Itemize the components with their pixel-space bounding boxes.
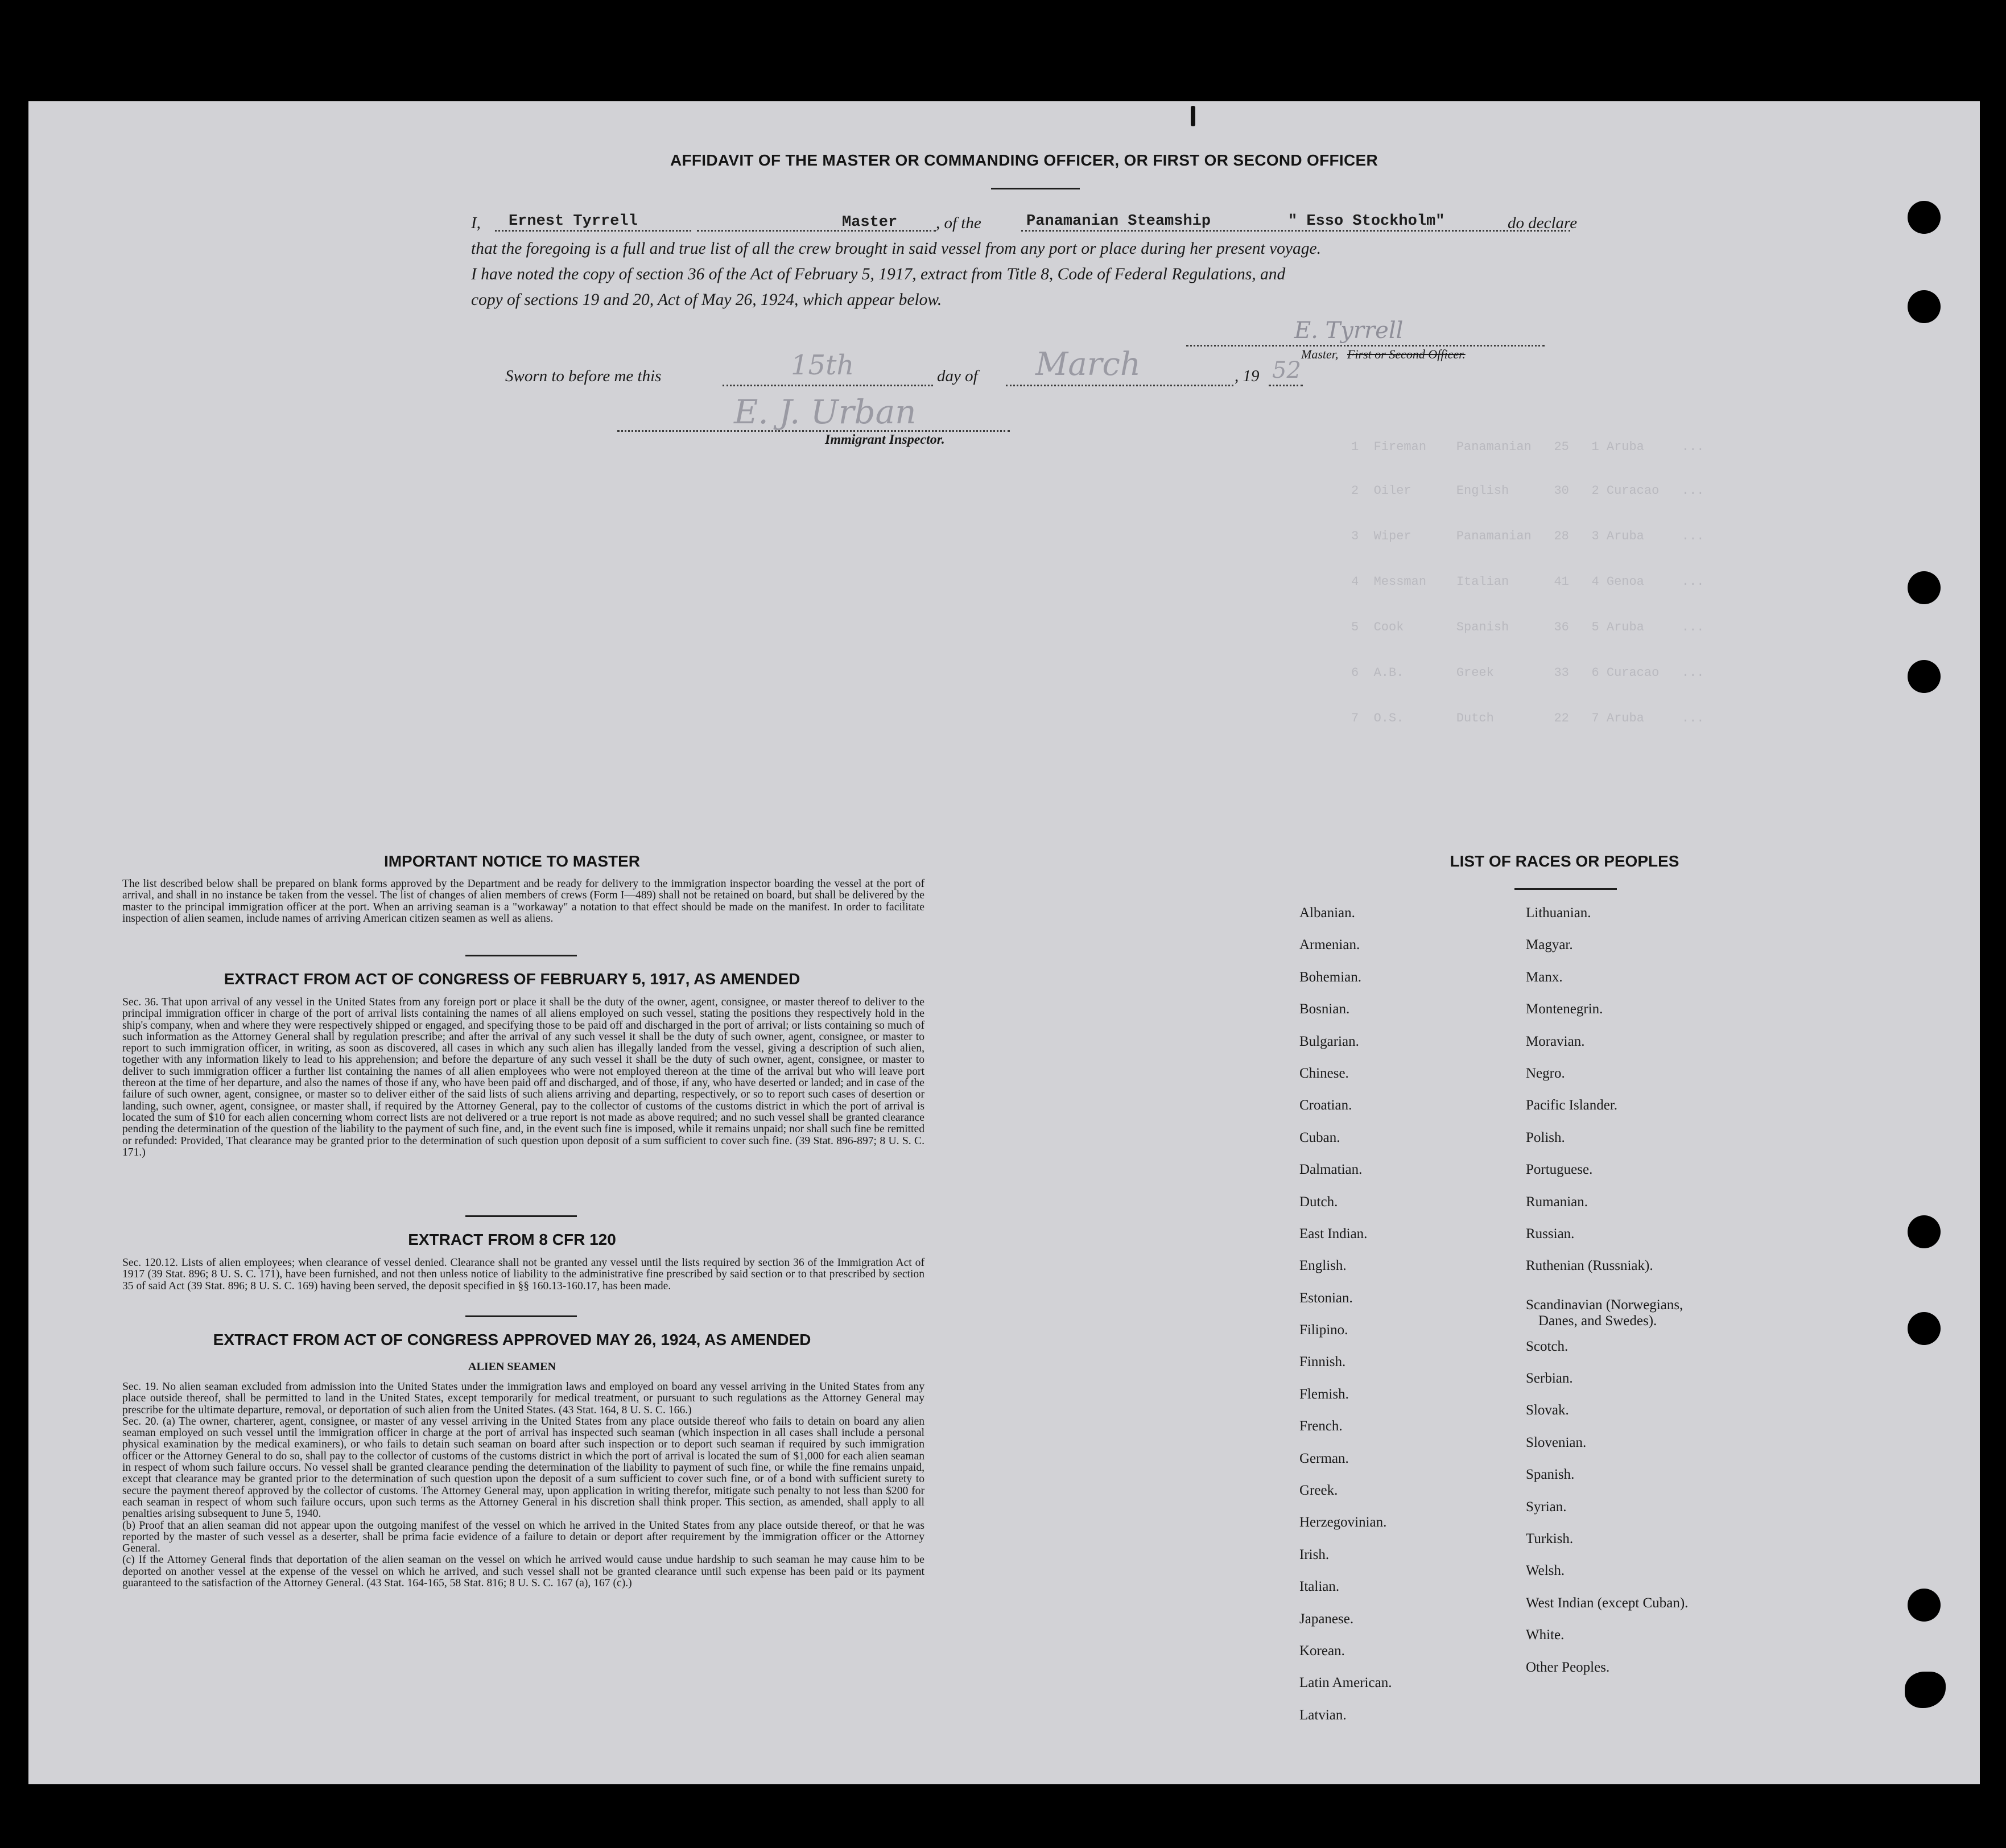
race-item: Croatian. — [1299, 1098, 1352, 1113]
race-item: English. — [1299, 1258, 1347, 1274]
race-item: East Indian. — [1299, 1226, 1368, 1241]
notice-title: IMPORTANT NOTICE TO MASTER — [383, 852, 641, 870]
race-item: Estonian. — [1299, 1290, 1353, 1306]
race-item: Montenegrin. — [1526, 1001, 1603, 1017]
races-column-2 — [1526, 905, 1688, 1692]
rank-line — [697, 230, 936, 232]
section-20b-text: (b) Proof that an alien seaman did not appear upon the outgoing manifest of the vessel on which he arrived in the United States from any place outside thereof, or that he was reported by the master of such vessel as a deserter, shall be prima facie evidence of a failure to detain or deport after requirement by the immigration officer or the Attorney General. — [122, 1519, 924, 1555]
races-column-1 — [1299, 905, 1392, 1739]
affidavit-line-1: that the foregoing is a full and true list of all the crew brought in said vessel from any port or place during her present voyage. — [471, 240, 1321, 258]
race-item: West Indian (except Cuban). — [1526, 1595, 1689, 1611]
race-item: Slovak. — [1526, 1402, 1569, 1418]
sworn-label: Sworn to before me this — [505, 367, 662, 385]
affidavit-line-3: copy of sections 19 and 20, Act of May 26, 1924, which appear below. — [471, 291, 942, 309]
notice-text: The list described below shall be prepared on blank forms approved by the Department and be ready for delivery to the immigration inspector boarding the vessel at the port of arrival, and shall in no instance be taken from the vessel. The list of changes of alien members of crews (Form I—489) shall not be retained on board, but shall be delivered by the master to the principal immigration officer at the port. When an arriving seaman is a "workaway" a notation to that effect should be made on the manifest. In order to facilitate inspection of alien seamen, include names of arriving American citizen seamen as well as aliens. — [122, 878, 924, 925]
punch-hole — [1908, 290, 1941, 323]
race-item: Korean. — [1299, 1643, 1345, 1659]
sworn-day-line — [723, 385, 933, 386]
title-divider — [991, 188, 1080, 189]
vessel-type: Panamanian Steamship — [1026, 213, 1211, 230]
section-20c-text: (c) If the Attorney General finds that deportation of the alien seaman on the vessel on which he arrived would cause undue hardship to such seaman he may cause him to be deported on another vessel at the expense of the vessel on which he arrived, and such vessel shall not be granted clearance until such expense has been paid or its payment guaranteed to the satisfaction of the Attorney General. (43 Stat. 164-165, 58 Stat. 816; 8 U. S. C. 167 (a), 167 (c).) — [122, 1554, 924, 1590]
extract-1917-divider — [465, 1215, 577, 1217]
notice-divider — [465, 955, 577, 956]
race-item: Bulgarian. — [1299, 1033, 1359, 1049]
race-item: Chinese. — [1299, 1065, 1349, 1081]
section-20a-text: Sec. 20. (a) The owner, charterer, agent, consignee, or master of any vessel arriving in the United States from any place outside thereof who fails to detain on board any alien seaman employed on such vessel until the immigration officer in charge at the port of arrival has inspected such seaman (which inspection in all cases shall include a personal physical examination by the medical examiners), or who fails to detain such seaman on board after such inspection or to deport such seaman if required by such immigration officer or the Attorney General to do so, shall pay to the collector of customs of the customs district in which the port of arrival is located the sum of $1,000 for each alien seaman in respect of whom such failure occurs. No vessel shall be granted clearance pending the determination of the liability to payment of such fine, or while the fine remains unpaid, except that clearance may be granted prior to the determination of such question upon the deposit of a sum sufficient to cover such fine, or of a bond with sufficient surety to secure the payment thereof approved by the collector of customs. The Attorney General may, upon application in writing therefor, mitigate such penalty to not less than $200 for each seaman in respect of whom such failure occurs, upon such terms as the Attorney General in his discretion shall think proper. This section, as amended, shall apply to all penalties arising subsequent to June 5, 1940. — [122, 1415, 924, 1520]
torn-punch-hole — [1905, 1672, 1946, 1708]
sworn-month-line — [1006, 385, 1233, 386]
race-item: Polish. — [1526, 1129, 1565, 1145]
extract-1917-title: EXTRACT FROM ACT OF CONGRESS OF FEBRUARY 5, 1917, AS AMENDED — [224, 970, 800, 988]
race-item: French. — [1299, 1418, 1343, 1434]
race-item: Armenian. — [1299, 937, 1360, 953]
races-title: LIST OF RACES OR PEOPLES — [1450, 852, 1679, 870]
officer-caption-struck: First or Second Officer. — [1347, 347, 1466, 361]
affidavit-i: I, — [471, 214, 481, 232]
race-item: Negro. — [1526, 1065, 1565, 1081]
inspector-caption: Immigrant Inspector. — [825, 432, 945, 447]
extract-cfr-title: EXTRACT FROM 8 CFR 120 — [408, 1231, 616, 1248]
race-item: Serbian. — [1526, 1371, 1573, 1387]
punch-hole — [1908, 571, 1941, 604]
sworn-month: March — [1035, 346, 1141, 383]
punch-hole — [1908, 1215, 1941, 1248]
section-19-text: Sec. 19. No alien seaman excluded from admission into the United States under the immigration laws and employed on board any vessel arriving in the United States from any place outside thereof, shall be permitted to land in the United States, except temporarily for medical treatment, or pursuant to such regulations as the Attorney General may prescribe for the ultimate departure, removal, or deportation of such alien from the United States. (43 Stat. 164, 8 U. S. C. 166.) — [122, 1381, 924, 1416]
extract-cfr-divider — [465, 1315, 577, 1317]
race-item: Syrian. — [1526, 1499, 1567, 1515]
race-item: Albanian. — [1299, 905, 1355, 921]
do-declare-label: do declare — [1508, 214, 1578, 232]
paper-mark — [1191, 106, 1195, 126]
races-divider — [1514, 888, 1617, 890]
race-item: Flemish. — [1299, 1386, 1349, 1402]
race-item: Manx. — [1526, 969, 1563, 985]
of-the-label: , of the — [936, 214, 981, 232]
race-item: Magyar. — [1526, 937, 1573, 953]
vessel-name: " Esso Stockholm" — [1288, 213, 1445, 230]
race-item: Slovenian. — [1526, 1434, 1587, 1450]
affidavit-line-2: I have noted the copy of section 36 of the Act of February 5, 1917, extract from Title 8, Code of Federal Regulations, and — [471, 265, 1286, 283]
master-caption: Master, — [1301, 347, 1339, 361]
year-line — [1269, 385, 1303, 386]
race-item: Bosnian. — [1299, 1001, 1350, 1017]
alien-seamen-subtitle: ALIEN SEAMEN — [468, 1360, 556, 1373]
race-item: Scotch. — [1526, 1338, 1569, 1354]
race-item: Italian. — [1299, 1579, 1340, 1595]
race-item: Russian. — [1526, 1226, 1575, 1241]
race-item: Finnish. — [1299, 1354, 1346, 1370]
day-of-label: day of — [937, 367, 978, 385]
race-item: Welsh. — [1526, 1563, 1565, 1579]
punch-hole — [1908, 1589, 1941, 1622]
signature-line — [1186, 345, 1545, 346]
race-item: Dutch. — [1299, 1194, 1338, 1210]
race-item: Pacific Islander. — [1526, 1098, 1618, 1113]
master-name: Ernest Tyrrell — [509, 213, 638, 230]
master-rank: Master — [842, 214, 898, 231]
extract-cfr-text: Sec. 120.12. Lists of alien employees; when clearance of vessel denied. Clearance shall not be granted any vessel until the lists required by section 36 of the Immigration Act of 1917 (39 Stat. 896; 8 U. S. C. 171), have been furnished, and not then unless notice of liability to the administrative fine prescribed by said section or to that prescribed by section 35 of said Act (39 Stat. 896; 8 U. S. C. 169) having been served, the deposit specified in §§ 160.13-160.17, has been made. — [122, 1257, 924, 1292]
master-signature: E. Tyrrell — [1294, 317, 1404, 344]
punch-hole — [1908, 1312, 1941, 1345]
race-item: Danes, and Swedes). — [1538, 1313, 1657, 1329]
race-item: Filipino. — [1299, 1322, 1348, 1338]
race-item: Other Peoples. — [1526, 1659, 1610, 1675]
race-item: Rumanian. — [1526, 1194, 1588, 1210]
race-item: Greek. — [1299, 1483, 1338, 1499]
extract-1917-text: Sec. 36. That upon arrival of any vessel in the United States from any foreign port or place it shall be the duty of the owner, agent, consignee, or master thereof to deliver to the principal immigration officer in charge of the port of arrival lists containing the names of all aliens employed on such vessel, stating the positions they respectively hold in the ship's company, when and where they were respectively shipped or engaged, and specifying those to be paid off and discharged in the port of arrival; or lists containing so much of such information as the Attorney General shall by regulation prescribe; and after the arrival of any such vessel it shall be the duty of such owner, agent, consignee, or master to report to such immigration officer, in writing, as soon as discovered, all cases in which any such alien has illegally landed from the vessel, giving a description of such alien, together with any information likely to lead to his apprehension; and before the departure of any such vessel it shall be the duty of such owner, agent, consignee, or master to deliver to such immigration officer a further list containing the names of all alien employees who were not employed thereon at the time of the arrival but who will leave port thereon at the time of her departure, and also the names of those if any, who have been paid off and discharged, and of those, if any, who have deserted or landed; and in case of the failure of such owner, agent, consignee, or master so to deliver either of the said lists of such aliens arriving and departing, respectively, or so to report such cases of desertion or landing, such owner, agent, consignee, or master shall, if required by the Attorney General, pay to the collector of customs of the customs district in which the port of arrival is located the sum of $10 for each alien concerning whom correct lists are not delivered or a true report is not made as above required; and no such vessel shall be granted clearance pending the determination of the question of the liability to the payment of such fine, and, in the event such fine is imposed, while it remains unpaid; nor shall such fine be remitted or refunded: Provided, That clearance may be granted prior to the determination of such question upon deposit of a sum sufficient to cover such fine. (39 Stat. 896-897; 8 U. S. C. 171.) — [122, 996, 924, 1158]
inspector-signature: E. J. Urban — [734, 393, 917, 431]
year-suffix: 52 — [1272, 357, 1301, 383]
race-item: Turkish. — [1526, 1531, 1574, 1547]
race-item: Ruthenian (Russniak). — [1526, 1258, 1653, 1274]
document-page: 1 Fireman Panamanian 25 1 Aruba ... 2 Oiler English 30 2 Curacao ... 3 Wiper Panamanian 28 3 Aruba ... 4 Messman Italian 41 4 Genoa ... 5 Cook Spanish 36 5 Aruba ... 6 A.B. Greek 33 6 Curacao ... 7 O.S. Dutch 22 7 Aruba ... AFFIDAVIT OF THE MASTER OR COMMANDING OFFICER, OR FIRST OR SECOND OFFICER I, Ernest Tyrrell Master , of the Panamanian Steamship " Esso Stockholm" do declare that the foregoing is a full and true list of all the crew brought in said vessel from any port or place during her present voyage. I have noted the copy of section 36 of the Act of February 5, 1917, extract from Title 8, Code of Federal Regulations, and copy of sections 19 and 20, Act of May 26, 1924, which appear below. E. Tyrrell Master, First or Second Officer. Sworn to before me this 15th day of March , 19 52 E. J. Urban Immigrant Inspector. IMPORTANT NOTICE TO MASTER The list described below shall be prepared on blank forms approved by the Department and be ready for delivery to the immigration inspector boarding the vessel at the port of arrival, and shall in no instance be taken from the vessel. The list of changes of alien members of crews (Form I—489) shall not be retained on board, but shall be delivered by the master to the principal immigration officer at the port. When an arriving seaman is a "workaway" a notation to that effect should be made on the manifest. In order to facilitate inspection of alien seamen, include names of arriving American citizen seamen as well as aliens. EXTRACT FROM ACT OF CONGRESS OF FEBRUARY 5, 1917, AS AMENDED Sec. 36. That upon arrival of any vessel in the United States from any foreign port or place it shall be the duty of the owner, agent, consignee, or master thereof to deliver to the principal immigration officer in charge of the port of arrival lists containing the names of all aliens employed on such vessel, stating the positions they respectively hold in the ship's company, when and where they were respectively shipped or engaged, and specifying those to be paid off and discharged in the port of arrival; or lists containing so much of such information as the Attorney General shall by regulation prescribe; and after the arrival of any such vessel it shall be the duty of such owner, agent, consignee, or master to report to such immigration officer, in writing, as soon as discovered, all cases in which any such alien has illegally landed from the vessel, giving a description of such alien, together with any information likely to lead to his apprehension; and before the departure of any such vessel it shall be the duty of such owner, agent, consignee, or master to deliver to such immigration officer a further list containing the names of all alien employees who were not employed thereon at the time of the arrival but who will leave port thereon at the time of her departure, and also the names of those if any, who have been paid off and discharged, and of those, if any, who have deserted or landed; and in case of the failure of such owner, agent, consignee, or master so to deliver either of the said lists of such aliens arriving and departing, respectively, or so to report such cases of desertion or landing, such owner, agent, consignee, or master shall, if required by the Attorney General, pay to the collector of customs of the customs district in which the port of arrival is located the sum of $10 for each alien concerning whom correct lists are not delivered or a true report is not made as above required; and no such vessel shall be granted clearance pending the determination of the question of the liability to the payment of such fine, and, in the event such fine is imposed, while it remains unpaid; nor shall such fine be remitted or refunded: Provided, That clearance may be granted prior to the determination of such question upon deposit of a sum sufficient to cover such fine. (39 Stat. 896-897; 8 U. S. C. 171.) EXTRACT FROM 8 CFR 120 Sec. 120.12. Lists of alien employees; when clearance of vessel denied. Clearance shall not be granted any vessel until the lists required by section 36 of the Immigration Act of 1917 (39 Stat. 896; 8 U. S. C. 171), have been furnished, and not then unless notice of liability to the administrative fine prescribed by said section or to that prescribed by section 35 of said Act (39 Stat. 896; 8 U. S. C. 169) having been served, the deposit specified in §§ 160.13-160.17, has been made. EXTRACT FROM ACT OF CONGRESS APPROVED MAY 26, 1924, AS AMENDED ALIEN SEAMEN Sec. 19. No alien seaman excluded from admission into the United States under the immigration laws and employed on board any vessel arriving in the United States from any place outside thereof, shall be permitted to land in the United States, except temporarily for medical treatment, or pursuant to such regulations as the Attorney General may prescribe for the ultimate departure, removal, or deportation of such alien from the United States. (43 Stat. 164, 8 U. S. C. 166.) Sec. 20. (a) The owner, charterer, agent, consignee, or master of any vessel arriving in the United States from any place outside thereof who fails to detain on board any alien seaman employed on such vessel until the immigration officer in charge at the port of arrival has inspected such seaman (which inspection in all cases shall include a personal physical examination by the medical examiners), or who fails to detain such seaman on board after such inspection or to deport such seaman if required by such immigration officer or the Attorney General to do so, shall pay to the collector of customs of the customs district in which the port of arrival is located the sum of $1,000 for each alien seaman in respect of whom such failure occurs. No vessel shall be granted clearance pending the determination of the liability to payment of such fine, or while the fine remains unpaid, except that clearance may be granted prior to the determination of such question upon the deposit of a sum sufficient to cover such fine, or of a bond with sufficient surety to secure the payment thereof approved by the collector of customs. The Attorney General may, upon application in writing therefor, mitigate such penalty to not less than $200 for each seaman in respect of whom such failure occurs, upon such terms as the Attorney General in his discretion shall think proper. This section, as amended, shall apply to all penalties arising subsequent to June 5, 1940. (b) Proof that an alien seaman did not appear upon the outgoing manifest of the vessel on which he arrived in the United States from any place outside thereof, or that he was reported by the master of such vessel as a deserter, shall be prima facie evidence of a failure to detain or deport after requirement by the immigration officer or the Attorney General. (c) If the Attorney General finds that deportation of the alien seaman on the vessel on which he arrived would cause undue hardship to such seaman he may cause him to be deported on another vessel at the expense of the vessel on which he arrived, and such vessel shall not be granted clearance until such expense has been paid or its payment guaranteed to the satisfaction of the Attorney General. (43 Stat. 164-165, 58 Stat. 816; 8 U. S. C. 167 (a), 167 (c).) LIST OF RACES OR PEOPLES Albanian. Armenian. Bohemian. Bosnian. Bulgarian. Chinese. Croatian. Cuban. Dalmatian. Dutch. East Indian. English. Estonian. Filipino. Finnish. Flemish. French. German. Greek. Herzegovinian. Irish. Italian. Japanese. Korean. Latin American. Latvian. Lithuanian. Magyar. Manx. Montenegrin. Moravian. Negro. Pacific Islander. Polish. Portuguese. Rumanian. Russian. Ruthenian (Russniak). Scandinavian (Norwegians, Danes, and Swedes). Scotch. Serbian. Slovak. Slovenian. Spanish. Syrian. Turkish. Welsh. West Indian (except Cuban). White. Other Peoples. — [28, 101, 1980, 1784]
race-item: Bohemian. — [1299, 969, 1362, 985]
sworn-day: 15th — [791, 349, 855, 381]
race-item: Dalmatian. — [1299, 1162, 1363, 1178]
race-item: German. — [1299, 1450, 1349, 1466]
inspector-line — [617, 430, 1010, 432]
affidavit-title: AFFIDAVIT OF THE MASTER OR COMMANDING OFFICER, OR FIRST OR SECOND OFFICER — [670, 151, 1378, 169]
punch-hole — [1908, 201, 1941, 234]
race-item: Lithuanian. — [1526, 905, 1591, 921]
race-item: Portuguese. — [1526, 1162, 1593, 1178]
race-item: Latin American. — [1299, 1675, 1392, 1691]
extract-1924-body — [122, 1381, 924, 1589]
year-prefix: , 19 — [1235, 367, 1260, 385]
vessel-line — [1021, 230, 1570, 232]
punch-hole — [1908, 660, 1941, 693]
race-item: Moravian. — [1526, 1033, 1585, 1049]
extract-1924-title: EXTRACT FROM ACT OF CONGRESS APPROVED MAY 26, 1924, AS AMENDED — [213, 1331, 811, 1348]
race-item: White. — [1526, 1627, 1565, 1643]
race-item: Latvian. — [1299, 1707, 1347, 1723]
race-item: Herzegovinian. — [1299, 1515, 1387, 1531]
race-item: Spanish. — [1526, 1467, 1575, 1483]
race-item: Irish. — [1299, 1546, 1330, 1562]
race-item: Japanese. — [1299, 1611, 1354, 1627]
race-item: Scandinavian (Norwegians, — [1526, 1297, 1683, 1313]
name-line — [495, 230, 691, 232]
race-item: Cuban. — [1299, 1129, 1340, 1145]
